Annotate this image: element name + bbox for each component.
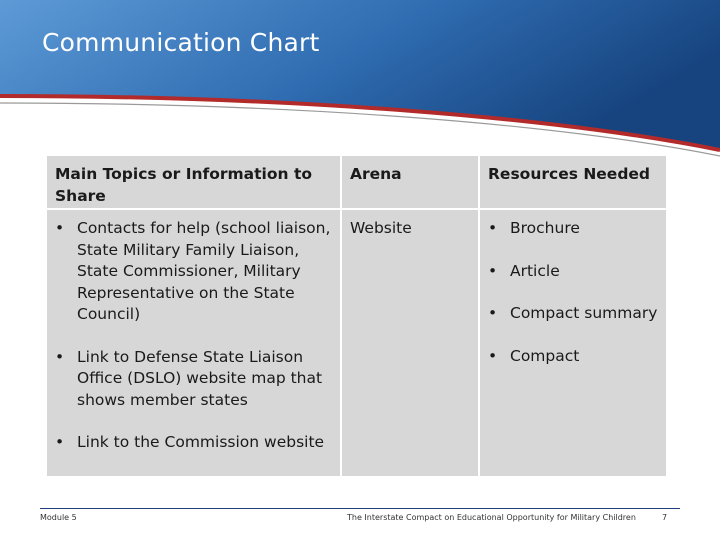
topics-list xyxy=(55,218,332,454)
topics-cell xyxy=(47,210,340,476)
arena-cell: Website xyxy=(342,210,478,476)
header-cell-arena: Arena xyxy=(342,156,478,208)
topic-item: • Link to Defense State Liaison Office (DSLO) website map that shows member states xyxy=(55,347,332,412)
resource-item: • Compact summary xyxy=(488,303,658,325)
communication-table xyxy=(47,156,666,476)
slide-header-banner xyxy=(0,0,720,160)
resource-item: • Brochure xyxy=(488,218,658,240)
slide-title: Communication Chart xyxy=(42,28,320,57)
footer-caption: The Interstate Compact on Educational Opportunity for Military Children xyxy=(347,513,636,522)
resource-item: • Article xyxy=(488,261,658,283)
header-cell-topics: Main Topics or Information to Share xyxy=(47,156,340,208)
footer-module-label: Module 5 xyxy=(40,513,77,522)
topic-item: • Contacts for help (school liaison, State Military Family Liaison, State Commissioner, Military Representative on the State Council) xyxy=(55,218,332,326)
resource-item: • Compact xyxy=(488,346,658,368)
header-banner-graphic xyxy=(0,0,720,160)
page-number: 7 xyxy=(662,513,668,522)
resources-list xyxy=(488,218,658,367)
resources-cell xyxy=(480,210,666,476)
topic-item: • Link to the Commission website xyxy=(55,432,332,454)
footer-divider xyxy=(40,508,680,509)
header-cell-resources: Resources Needed xyxy=(480,156,666,208)
